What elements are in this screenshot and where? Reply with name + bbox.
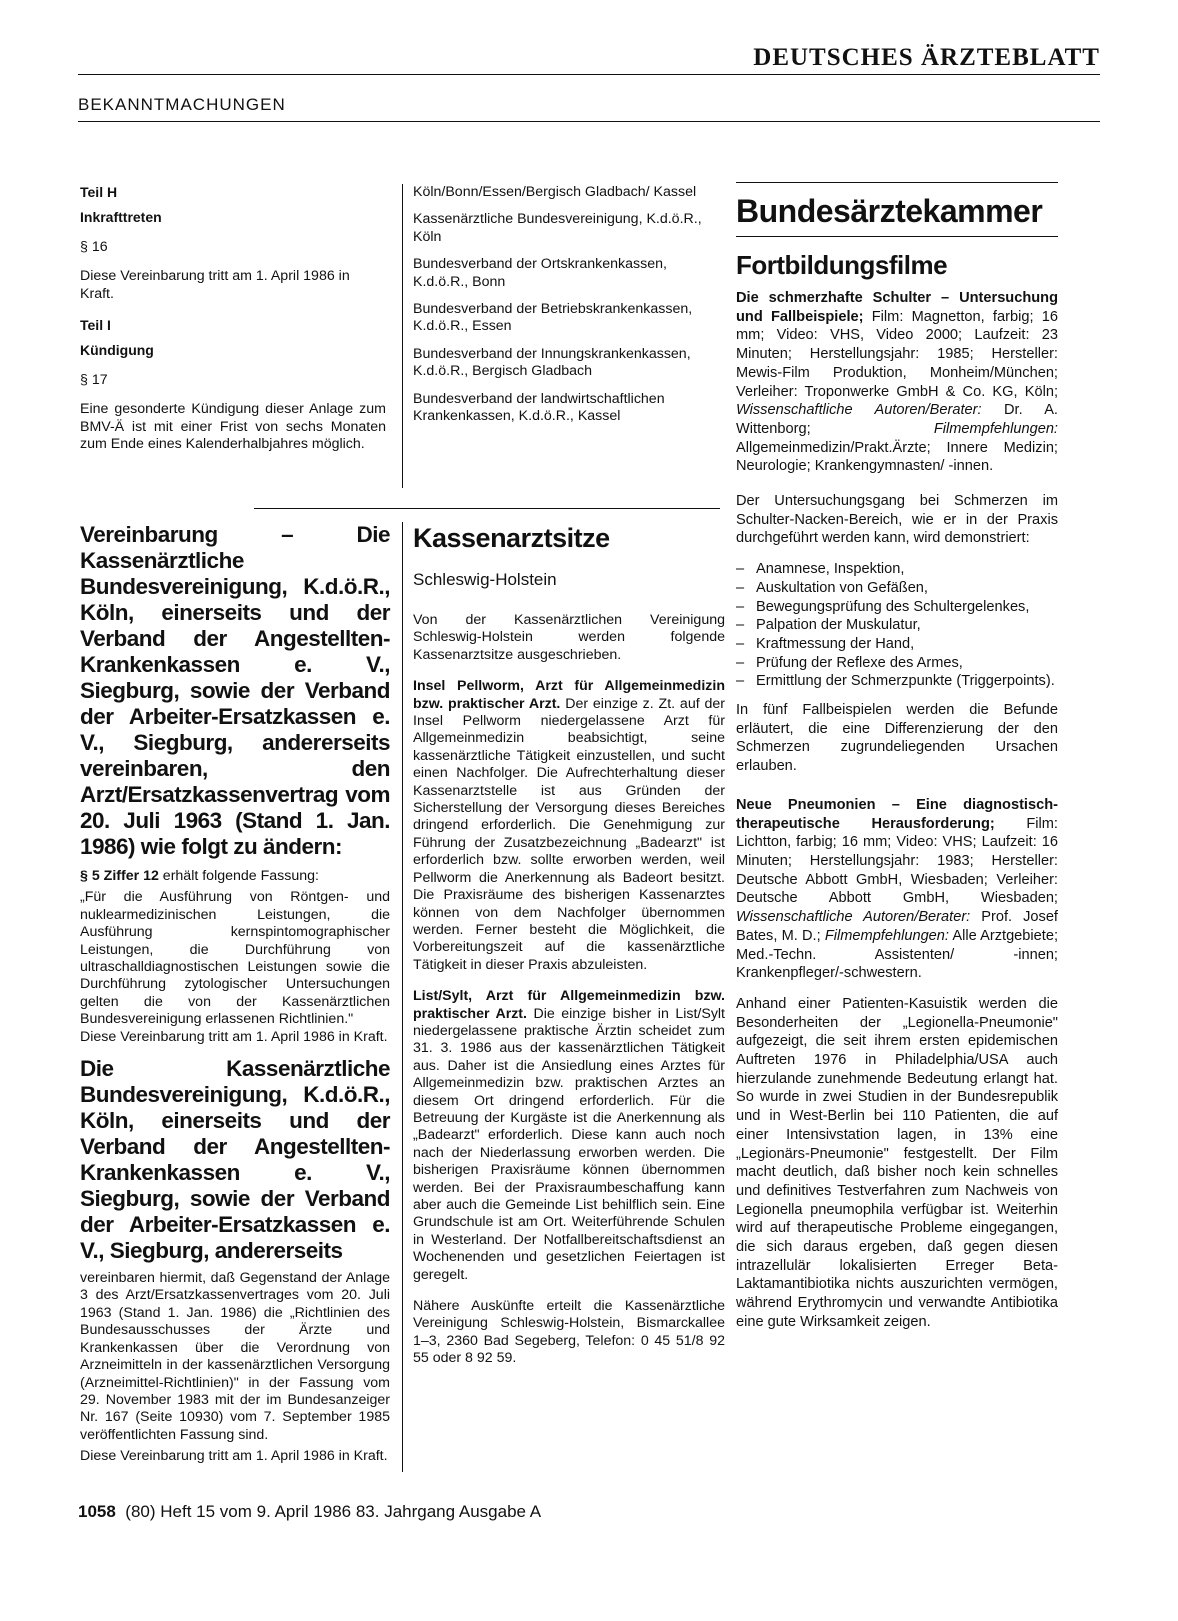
film1-title: Die schmerzhafte Schulter – Untersuchung und Fallbeispiele; — [736, 290, 1058, 325]
list-sylt-title: List/Sylt, Arzt für Allgemeinmedizin bzw. praktischer Arzt. — [413, 988, 725, 1022]
agreement-heading-2: Die Kassenärztliche Bundesvereinigung, K.d.ö.R., Köln, einerseits und der Verband der Angestellten-Krankenkassen e. V., Siegburg, sowie der Verband der Arbeiter-Ersatzkassen e. V., Siegburg, andererseits — [80, 1056, 390, 1264]
col1-bottom — [80, 522, 390, 1476]
bundesaerztekammer-heading: Bundesärztekammer — [736, 193, 1043, 229]
signatory-bkk: Bundesverband der Betriebskrankenkassen, K.d.ö.R., Essen — [413, 301, 693, 335]
examination-list — [736, 560, 1058, 691]
list-item: – Bewegungsprüfung des Schultergelenkes, — [736, 598, 1058, 617]
film2-details: Film: Lichtton, farbig; 16 mm; Video: VHS; Laufzeit: 16 Minuten; Herstellungsjahr: 1983; Hersteller: Deutsche Abbott GmbH, Wiesbaden; Verleiher: Deutsche Abbott GmbH, Wiesbaden; — [736, 815, 1058, 907]
list-item: – Ermittlung der Schmerzpunkte (Triggerpoints). — [736, 672, 1058, 691]
paragraph-17: § 17 — [80, 371, 108, 388]
agreement-heading-1: Vereinbarung – Die Kassenärztliche Bundesvereinigung, K.d.ö.R., Köln, einerseits und der Verband der Angestellten-Krankenkassen e. V., Siegburg, sowie der Verband der Arbeiter-Ersatzkassen e. V., Siegburg, andererseits vereinbaren, den Arzt/Ersatzkassenvertrag vom 20. Juli 1963 (Stand 1. Jan. 1986) wie folgt zu ändern: — [80, 522, 390, 859]
signatory-kbv: Kassenärztliche Bundesvereinigung, K.d.ö.R., Köln — [413, 211, 702, 245]
teil-i-label: Teil I — [80, 317, 111, 334]
list-item: – Auskultation von Gefäßen, — [736, 579, 1058, 598]
teil-h-title: Inkrafttreten — [80, 209, 162, 226]
col1-top — [80, 184, 386, 463]
film2-authors-label: Wissenschaftliche Autoren/Berater: — [736, 909, 971, 926]
film2-title: Neue Pneumonien – Eine diagnostisch-therapeutische Herausforderung; — [736, 796, 1058, 832]
film1-recommendations-label: Filmempfehlungen: — [933, 420, 1058, 437]
signatory-lkk: Bundesverband der landwirtschaftlichen Krankenkassen, K.d.ö.R., Kassel — [413, 390, 665, 425]
film1-authors: Dr. A. Wittenborg; — [736, 402, 1058, 437]
subsection-label: § 5 Ziffer 12 — [80, 868, 159, 884]
pellworm-text: Der einzige z. Zt. auf der Insel Pellworm niedergelassene Arzt für Allgemeinmedizin beabsichtigt, seine kassenärztliche Tätigkeit einzustellen, und sucht einen Nachfolger. Die Aufrechterhaltung dieser Kassenarztstelle ist aus Gründen der Sicherstellung der Versorgung dieses Bereiches dringend erforderlich. Die Genehmigung zur Führung der Zusatzbezeichnung „Badearzt" ist erforderlich bzw. sollte erworben werden, weil Pellworm die Anerkennung als Badeort besitzt. Die Praxisräume des bisherigen Kassenarztes können von dem Nachfolger übernommen werden. Ferner besteht die Möglichkeit, die Vorbereitungszeit auf die kassenärztliche Tätigkeit in dieser Praxis abzuleisten. — [413, 695, 725, 973]
film2-authors: Prof. Josef Bates, M. D.; — [736, 909, 1058, 944]
publication-title: DEUTSCHES ÄRZTEBLATT — [753, 44, 1100, 71]
list-item: – Kraftmessung der Hand, — [736, 635, 1058, 654]
paragraph-17-text: Eine gesonderte Kündigung dieser Anlage zum BMV-Ä ist mit einer Frist von sechs Monaten zum Ende eines Kalenderhalbjahres möglich. — [80, 401, 386, 453]
film2-recommendations: Alle Arztgebiete; Med.-Techn. Assistenten/ -innen; Krankenpfleger/-schwestern. — [736, 927, 1058, 982]
teil-h-label: Teil H — [80, 184, 118, 200]
paragraph-16: § 16 — [80, 238, 108, 255]
col2-top — [413, 184, 725, 435]
list-item: – Anamnese, Inspektion, — [736, 560, 1058, 579]
film2-description: Anhand einer Patienten-Kasuistik werden die Besonderheiten der „Legionella-Pneumonie" aufgezeigt, die seit ihrem ersten epidemischen Auftreten 1976 in Philadelphia/USA auch hierzulande zunehmende Bedeutung erlangt hat. So wurde in zwei Studien in der Bundesrepublik und in West-Berlin bei 110 Patienten, die auf einer Intensivstation lagen, in 13% eine „Legionärs-Pneumonie" festgestellt. Der Film macht deutlich, daß bisher noch kein schnelles und definitives Testverfahren zum Nachweis von Legionella pneumophila verfügbar ist. Weiterhin wird auf therapeutische Probleme eingegangen, die sich daraus ergeben, daß gegen diesen intrazellulär lokalisierten Erreger Beta-Laktamantibiotika nichts auszurichten vermögen, während Erythromycin und verwandte Antibiotika eine gute Wirksamkeit zeigen. — [736, 995, 1058, 1330]
film2-recommendations-label: Filmempfehlungen: — [824, 927, 949, 944]
pellworm-title: Insel Pellworm, Arzt für Allgemeinmedizin bzw. praktischer Arzt. — [413, 678, 725, 712]
paragraph-16-text: Diese Vereinbarung tritt am 1. April 1986 in Kraft. — [80, 268, 350, 302]
kassenarztsitze-heading: Kassenarztsitze — [413, 523, 610, 553]
col3 — [736, 192, 1058, 1342]
film1-description: Der Untersuchungsgang bei Schmerzen im Schulter-Nacken-Bereich, wie er in der Praxis durchgeführt werden kann, wird demonstriert: — [736, 493, 1058, 547]
film1-recommendations: Allgemeinmedizin/Prakt.Ärzte; Innere Medizin; Neurologie; Krankengymnasten/ -innen. — [736, 439, 1058, 475]
cities-line: Köln/Bonn/Essen/Bergisch Gladbach/ Kassel — [413, 184, 697, 200]
page-footer — [78, 1502, 541, 1522]
signatory-aok: Bundesverband der Ortskrankenkassen, K.d.ö.R., Bonn — [413, 256, 667, 290]
subsection-text: erhält folgende Fassung: — [158, 868, 319, 884]
fortbildungsfilme-heading: Fortbildungsfilme — [736, 250, 948, 280]
teil-i-title: Kündigung — [80, 342, 154, 359]
agreement-body-2: vereinbaren hiermit, daß Gegenstand der Anlage 3 des Arzt/Ersatzkassenvertrages vom 20. Juli 1963 (Stand 1. Jan. 1986) die „Richtlinien des Bundesausschusses der Ärzte und Krankenkassen über die Verordnung von Arzneimitteln in der kassenärztlichen Versorgung (Arzneimittel-Richtlinien)" in der Fassung vom 29. November 1983 mit der im Bundesanzeiger Nr. 167 (Seite 10930) vom 7. September 1985 veröffentlichten Fassung sind. — [80, 1270, 390, 1443]
list-item: – Palpation der Muskulatur, — [736, 616, 1058, 635]
list-item: – Prüfung der Reflexe des Armes, — [736, 654, 1058, 673]
contact-info: Nähere Auskünfte erteilt die Kassenärztliche Vereinigung Schleswig-Holstein, Bismarckallee 1–3, 2360 Bad Segeberg, Telefon: 0 45 51/8 92 55 oder 8 92 59. — [413, 1298, 725, 1367]
film1-details: Film: Magnetton, farbig; 16 mm; Video: VHS, Video 2000; Laufzeit: 23 Minuten; Herstellungsjahr: 1985; Hersteller: Mewis-Film Produktion, Monheim/München; Verleiher: Troponwerke GmbH & Co. KG, Köln; — [736, 308, 1058, 400]
list-sylt-text: Die einzige bisher in List/Sylt niedergelassene praktische Ärztin scheidet zum 31. 3. 1986 aus der kassenärztlichen Tätigkeit aus. Daher ist die Ansiedlung eines Arztes für Allgemeinmedizin bzw. praktischen Arztes an diesem Ort dringend erforderlich. Für die Betreuung der Kurgäste ist die Anerkennung als „Badearzt" erforderlich. Diese kann auch noch nach der Niederlassung erworben werden. Die bisherigen Praxisräume können übernommen werden. Bei der Praxisraumbeschaffung kann aber auch die Gemeinde List behilflich sein. Eine Grundschule ist am Ort. Weiterführende Schulen in Westerland. Der Notfallbereitschaftsdienst an Wochenenden und gesetzlichen Feiertagen ist geregelt. — [413, 1005, 726, 1283]
effective-date-1: Diese Vereinbarung tritt am 1. April 1986 in Kraft. — [80, 1028, 388, 1045]
effective-date-2: Diese Vereinbarung tritt am 1. April 1986 in Kraft. — [80, 1448, 388, 1465]
col2-bottom — [413, 522, 725, 1378]
quote-text: „Für die Ausführung von Röntgen- und nuklearmedizinischen Leistungen, die Ausführung kernspintomographischer Leistungen, die Durchführung von ultraschalldiagnostischen Leistungen sowie die Durchführung zytologischer Untersuchungen gelten die von der Kassenärztlichen Bundesvereinigung erlassenen Richtlinien." — [80, 889, 390, 1028]
film1-authors-label: Wissenschaftliche Autoren/Berater: — [736, 402, 982, 419]
signatory-ikk: Bundesverband der Innungskrankenkassen, K.d.ö.R., Bergisch Gladbach — [413, 345, 691, 380]
masthead — [78, 44, 1100, 122]
film1-conclusion: In fünf Fallbeispielen werden die Befunde erläutert, die eine Differenzierung der den Schmerzen zugrundeliegenden Ursachen erlauben. — [736, 702, 1058, 775]
page-number: 1058 — [78, 1502, 116, 1521]
issue-info: (80) Heft 15 vom 9. April 1986 83. Jahrgang Ausgabe A — [125, 1502, 542, 1521]
section-label: BEKANNTMACHUNGEN — [78, 95, 286, 114]
intro-text: Von der Kassenärztlichen Vereinigung Schleswig-Holstein werden folgende Kassenarztsitze ausgeschrieben. — [413, 612, 725, 663]
region-subheading: Schleswig-Holstein — [413, 570, 557, 589]
